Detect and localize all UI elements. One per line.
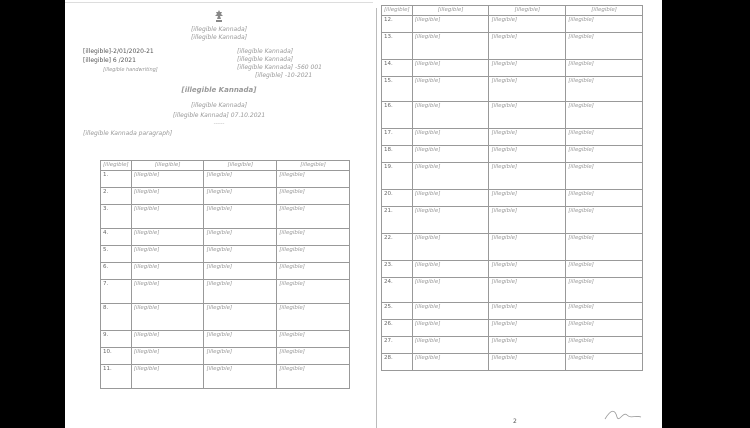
office-address: [illegible Kannada] -560 001	[237, 64, 322, 71]
header-name: [illegible]	[131, 161, 204, 171]
order-date: [illegible] -10-2021	[255, 72, 313, 79]
serial-number-cell: 23.	[382, 261, 413, 278]
handwritten-number: [illegible handwriting]	[103, 67, 158, 73]
serial-number-cell: 9.	[101, 331, 132, 348]
current-posting-cell: [illegible]	[489, 207, 566, 234]
officer-name-cell: [illegible]	[412, 77, 489, 102]
table-row	[382, 207, 643, 234]
order-title: [illegible Kannada]	[181, 86, 257, 94]
officer-name-cell: [illegible]	[412, 190, 489, 207]
table-row	[101, 304, 350, 331]
new-posting-cell: [illegible]	[566, 190, 643, 207]
reference-line: [illegible Kannada] 07.10.2021	[172, 112, 266, 119]
table-row	[382, 261, 643, 278]
new-posting-cell: [illegible]	[566, 77, 643, 102]
file-number: [illegible]-2/01/2020-21	[83, 48, 154, 55]
current-posting-cell: [illegible]	[204, 304, 277, 331]
page-divider	[376, 8, 377, 428]
table-row	[382, 102, 643, 129]
table-row	[382, 354, 643, 371]
serial-number-cell: 4.	[101, 229, 132, 246]
officer-name-cell: [illegible]	[412, 207, 489, 234]
current-posting-cell: [illegible]	[489, 60, 566, 77]
serial-number-cell: 25.	[382, 303, 413, 320]
order-number: [illegible] 6 /2021	[83, 57, 136, 64]
officer-name-cell: [illegible]	[131, 246, 204, 263]
serial-number-cell: 1.	[101, 171, 132, 188]
table-row	[101, 246, 350, 263]
table-row	[382, 163, 643, 190]
header-serial: [illegible]	[382, 6, 413, 16]
current-posting-cell: [illegible]	[204, 365, 277, 389]
serial-number-cell: 2.	[101, 188, 132, 205]
officer-name-cell: [illegible]	[412, 320, 489, 337]
officer-name-cell: [illegible]	[412, 163, 489, 190]
serial-number-cell: 6.	[101, 263, 132, 280]
officer-name-cell: [illegible]	[412, 261, 489, 278]
table-header-row	[101, 161, 350, 171]
new-posting-cell: [illegible]	[277, 188, 350, 205]
table-row	[382, 190, 643, 207]
serial-number-cell: 7.	[101, 280, 132, 304]
officer-name-cell: [illegible]	[131, 205, 204, 229]
table-row	[382, 303, 643, 320]
officer-name-cell: [illegible]	[412, 303, 489, 320]
new-posting-cell: [illegible]	[277, 246, 350, 263]
serial-number-cell: 3.	[101, 205, 132, 229]
serial-number-cell: 19.	[382, 163, 413, 190]
new-posting-cell: [illegible]	[566, 129, 643, 146]
table-row	[101, 263, 350, 280]
officer-name-cell: [illegible]	[412, 16, 489, 33]
table-row	[382, 60, 643, 77]
new-posting-cell: [illegible]	[566, 60, 643, 77]
new-posting-cell: [illegible]	[566, 102, 643, 129]
current-posting-cell: [illegible]	[204, 205, 277, 229]
officer-name-cell: [illegible]	[412, 33, 489, 60]
officer-name-cell: [illegible]	[131, 263, 204, 280]
new-posting-cell: [illegible]	[277, 171, 350, 188]
table-row	[382, 278, 643, 303]
table-row	[101, 365, 350, 389]
current-posting-cell: [illegible]	[489, 129, 566, 146]
current-posting-cell: [illegible]	[489, 234, 566, 261]
serial-number-cell: 27.	[382, 337, 413, 354]
current-posting-cell: [illegible]	[489, 102, 566, 129]
page-top-border	[65, 2, 373, 3]
table-row	[382, 77, 643, 102]
document-page-left	[65, 0, 373, 428]
officer-name-cell: [illegible]	[412, 129, 489, 146]
officer-name-cell: [illegible]	[412, 102, 489, 129]
officer-name-cell: [illegible]	[131, 365, 204, 389]
new-posting-cell: [illegible]	[277, 205, 350, 229]
current-posting-cell: [illegible]	[489, 163, 566, 190]
table-row	[382, 146, 643, 163]
current-posting-cell: [illegible]	[489, 278, 566, 303]
new-posting-cell: [illegible]	[277, 263, 350, 280]
new-posting-cell: [illegible]	[566, 303, 643, 320]
table-row	[101, 280, 350, 304]
signature-icon	[603, 405, 643, 425]
officer-name-cell: [illegible]	[131, 280, 204, 304]
serial-number-cell: 22.	[382, 234, 413, 261]
new-posting-cell: [illegible]	[566, 234, 643, 261]
office-line-2: [illegible Kannada]	[237, 56, 294, 63]
current-posting-cell: [illegible]	[489, 16, 566, 33]
serial-number-cell: 21.	[382, 207, 413, 234]
table-row	[101, 205, 350, 229]
serial-number-cell: 26.	[382, 320, 413, 337]
officer-name-cell: [illegible]	[131, 171, 204, 188]
serial-number-cell: 5.	[101, 246, 132, 263]
current-posting-cell: [illegible]	[489, 261, 566, 278]
order-body-text: [illegible Kannada paragraph]	[83, 130, 173, 137]
current-posting-cell: [illegible]	[204, 348, 277, 365]
transfer-table-left	[100, 160, 350, 389]
officer-name-cell: [illegible]	[131, 304, 204, 331]
serial-number-cell: 24.	[382, 278, 413, 303]
page-number: 2	[513, 418, 517, 425]
transfer-table-right	[381, 5, 643, 371]
current-posting-cell: [illegible]	[489, 320, 566, 337]
table-row	[101, 331, 350, 348]
serial-number-cell: 10.	[101, 348, 132, 365]
current-posting-cell: [illegible]	[489, 354, 566, 371]
current-posting-cell: [illegible]	[204, 171, 277, 188]
separator: -----	[213, 120, 225, 127]
officer-name-cell: [illegible]	[412, 60, 489, 77]
new-posting-cell: [illegible]	[566, 261, 643, 278]
table-row	[101, 229, 350, 246]
serial-number-cell: 14.	[382, 60, 413, 77]
serial-number-cell: 17.	[382, 129, 413, 146]
serial-number-cell: 20.	[382, 190, 413, 207]
current-posting-cell: [illegible]	[489, 33, 566, 60]
current-posting-cell: [illegible]	[489, 303, 566, 320]
serial-number-cell: 12.	[382, 16, 413, 33]
new-posting-cell: [illegible]	[566, 320, 643, 337]
table-row	[101, 188, 350, 205]
header-to: [illegible]	[566, 6, 643, 16]
table-row	[101, 171, 350, 188]
table-row	[101, 348, 350, 365]
new-posting-cell: [illegible]	[566, 146, 643, 163]
officer-name-cell: [illegible]	[131, 348, 204, 365]
current-posting-cell: [illegible]	[489, 337, 566, 354]
new-posting-cell: [illegible]	[277, 229, 350, 246]
current-posting-cell: [illegible]	[489, 146, 566, 163]
new-posting-cell: [illegible]	[277, 304, 350, 331]
officer-name-cell: [illegible]	[412, 278, 489, 303]
current-posting-cell: [illegible]	[204, 263, 277, 280]
current-posting-cell: [illegible]	[204, 280, 277, 304]
current-posting-cell: [illegible]	[489, 77, 566, 102]
header-serial: [illegible]	[101, 161, 132, 171]
government-name: [illegible Kannada]	[190, 26, 248, 33]
serial-number-cell: 16.	[382, 102, 413, 129]
subject-line: [illegible Kannada]	[190, 102, 248, 109]
officer-name-cell: [illegible]	[412, 354, 489, 371]
new-posting-cell: [illegible]	[566, 16, 643, 33]
new-posting-cell: [illegible]	[277, 348, 350, 365]
header-from: [illegible]	[204, 161, 277, 171]
header-to: [illegible]	[277, 161, 350, 171]
header-from: [illegible]	[489, 6, 566, 16]
serial-number-cell: 11.	[101, 365, 132, 389]
serial-number-cell: 15.	[382, 77, 413, 102]
serial-number-cell: 28.	[382, 354, 413, 371]
department-name: [illegible Kannada]	[190, 34, 248, 41]
officer-name-cell: [illegible]	[412, 337, 489, 354]
state-emblem-icon	[214, 10, 224, 22]
table-row	[382, 337, 643, 354]
new-posting-cell: [illegible]	[566, 163, 643, 190]
new-posting-cell: [illegible]	[566, 207, 643, 234]
header-name: [illegible]	[412, 6, 489, 16]
officer-name-cell: [illegible]	[131, 331, 204, 348]
new-posting-cell: [illegible]	[566, 354, 643, 371]
current-posting-cell: [illegible]	[204, 188, 277, 205]
table-row	[382, 320, 643, 337]
serial-number-cell: 18.	[382, 146, 413, 163]
new-posting-cell: [illegible]	[277, 280, 350, 304]
officer-name-cell: [illegible]	[131, 188, 204, 205]
table-header-row	[382, 6, 643, 16]
new-posting-cell: [illegible]	[566, 337, 643, 354]
officer-name-cell: [illegible]	[412, 234, 489, 261]
new-posting-cell: [illegible]	[566, 33, 643, 60]
current-posting-cell: [illegible]	[204, 246, 277, 263]
serial-number-cell: 13.	[382, 33, 413, 60]
officer-name-cell: [illegible]	[412, 146, 489, 163]
serial-number-cell: 8.	[101, 304, 132, 331]
officer-name-cell: [illegible]	[131, 229, 204, 246]
current-posting-cell: [illegible]	[204, 331, 277, 348]
new-posting-cell: [illegible]	[566, 278, 643, 303]
table-row	[382, 234, 643, 261]
document-page-right	[373, 0, 662, 428]
table-row	[382, 33, 643, 60]
office-line-1: [illegible Kannada]	[237, 48, 294, 55]
table-row	[382, 16, 643, 33]
current-posting-cell: [illegible]	[204, 229, 277, 246]
new-posting-cell: [illegible]	[277, 365, 350, 389]
table-row	[382, 129, 643, 146]
new-posting-cell: [illegible]	[277, 331, 350, 348]
current-posting-cell: [illegible]	[489, 190, 566, 207]
